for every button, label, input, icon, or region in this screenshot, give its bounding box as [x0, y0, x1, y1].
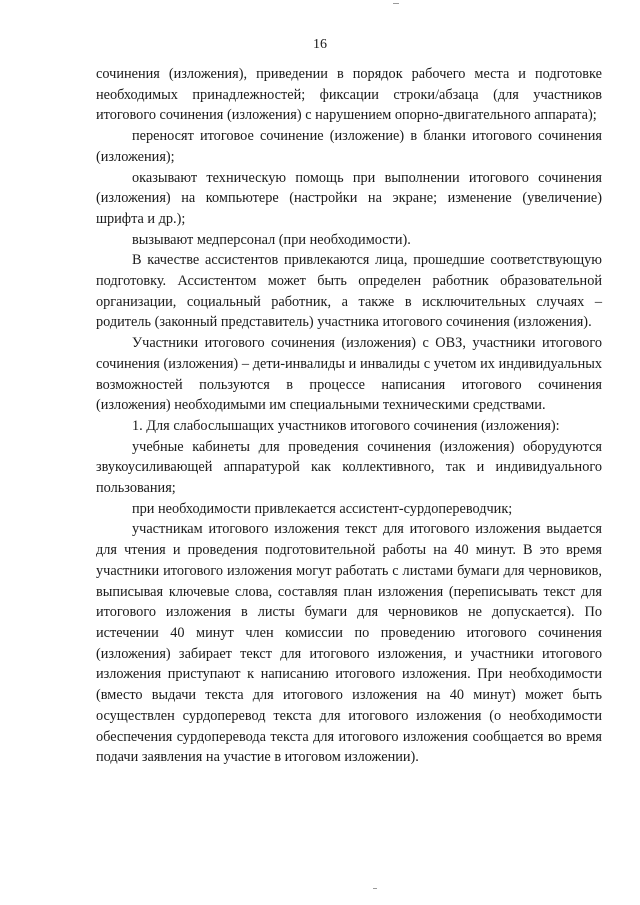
paragraph-3: оказывают техническую помощь при выполнении итогового сочинения (изложения) на компьютере (настройки на экране; изменение (увеличение) шрифта и др.);	[96, 169, 602, 227]
paragraph-9: при необходимости привлекается ассистент-сурдопереводчик;	[132, 500, 513, 517]
paragraph-6: Участники итогового сочинения (изложения) с ОВЗ, участники итогового сочинения (изложения) – дети-инвалиды и инвалиды с учетом их индивидуальных возможностей пользуются в процессе написания итогового сочинения (изложения) необходимыми им специальными техническими средствами.	[96, 335, 602, 414]
paragraph-5: В качестве ассистентов привлекаются лица, прошедшие соответствующую подготовку. Ассистентом может быть определен работник образовательной организации, социальный работник, а также в исключительных случаях – родитель (законный представитель) участника итогового сочинения (изложения).	[96, 252, 602, 331]
page-number: 16	[313, 37, 327, 52]
document-body	[96, 64, 602, 768]
paragraph-4: вызывают медперсонал (при необходимости).	[132, 231, 411, 248]
scan-artifact-mark	[393, 3, 399, 4]
paragraph-8: учебные кабинеты для проведения сочинения (изложения) оборудуются звукоусиливающей аппаратурой как коллективного, так и индивидуального пользования;	[96, 438, 602, 497]
paragraph-7: 1. Для слабослышащих участников итогового сочинения (изложения):	[132, 417, 560, 434]
paragraph-10: участникам итогового изложения текст для итогового изложения выдается для чтения и проведения подготовительной работы на 40 минут. В это время участники итогового изложения могут работать с листами бумаги для черновиков, выписывая ключевые слова, составляя план изложения (переписывать текст для итогового изложения в листы бумаги для черновиков не допускается). По истечении 40 минут член комиссии по проведению итогового сочинения (изложения) забирает текст для итогового изложения, и участники итогового изложения приступают к написанию итогового изложения. При необходимости (вместо выдачи текста для итогового изложения на 40 минут) может быть осуществлен сурдоперевод текста для итогового изложения (о необходимости обеспечения сурдоперевода текста для итогового изложения сообщается во время подачи заявления на участие в итоговом изложении).	[96, 521, 602, 766]
scan-artifact-mark	[373, 888, 377, 889]
paragraph-1: сочинения (изложения), приведении в порядок рабочего места и подготовке необходимых принадлежностей; фиксации строки/абзаца (для участников итогового сочинения (изложения) с нарушением опорно-двигательного аппарата);	[96, 66, 602, 124]
paragraph-2: переносят итоговое сочинение (изложение) в бланки итогового сочинения (изложения);	[96, 128, 602, 165]
